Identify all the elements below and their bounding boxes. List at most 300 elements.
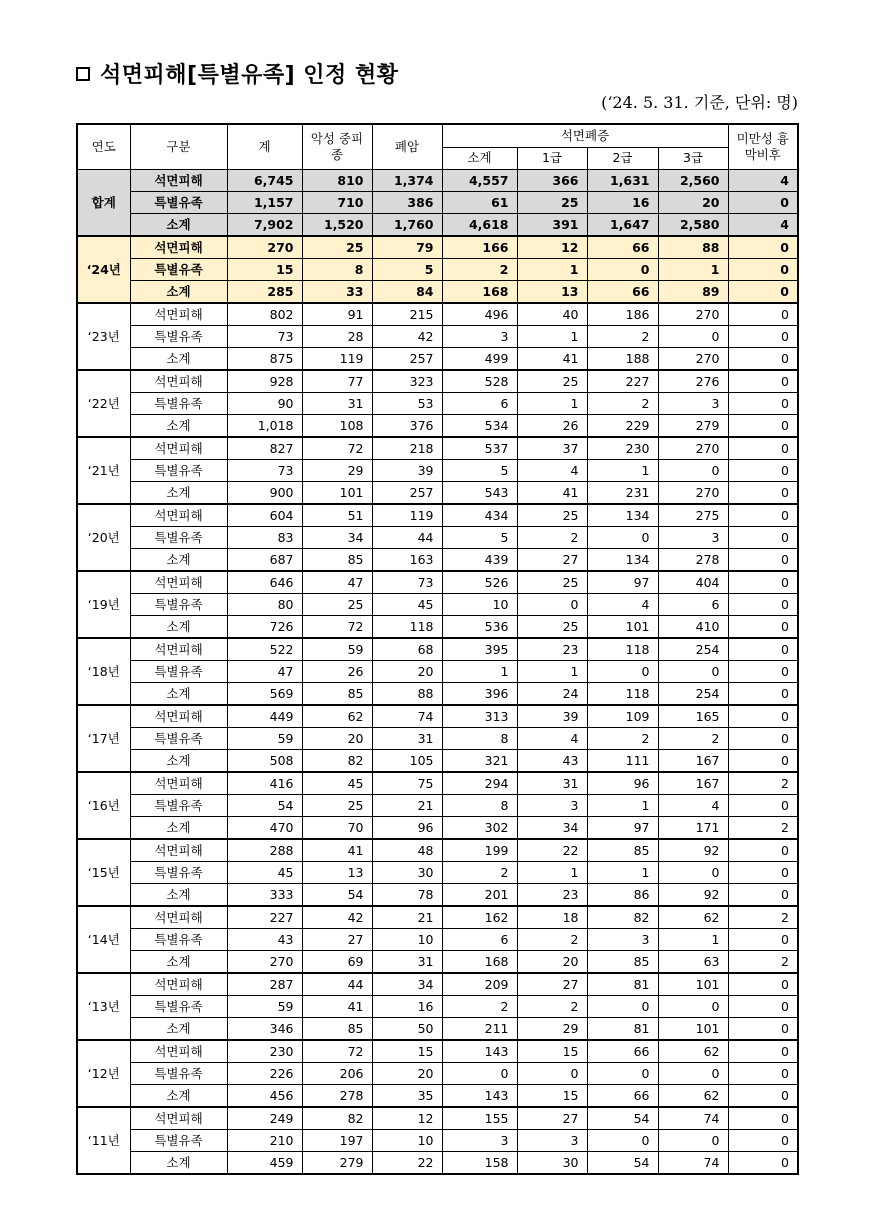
value-cell: 0 <box>728 1152 798 1175</box>
value-cell: 45 <box>372 594 442 616</box>
value-cell: 285 <box>227 281 302 304</box>
value-cell: 802 <box>227 303 302 326</box>
category-cell: 소계 <box>130 549 227 572</box>
category-cell: 소계 <box>130 1152 227 1175</box>
value-cell: 2 <box>517 527 587 549</box>
category-cell: 석면피해 <box>130 772 227 795</box>
value-cell: 0 <box>728 1018 798 1041</box>
value-cell: 47 <box>302 571 372 594</box>
category-cell: 소계 <box>130 750 227 773</box>
value-cell: 646 <box>227 571 302 594</box>
value-cell: 231 <box>587 482 658 505</box>
value-cell: 210 <box>227 1130 302 1152</box>
value-cell: 1,760 <box>372 214 442 237</box>
value-cell: 0 <box>728 527 798 549</box>
value-cell: 0 <box>728 326 798 348</box>
value-cell: 16 <box>372 996 442 1018</box>
value-cell: 1,647 <box>587 214 658 237</box>
value-cell: 74 <box>658 1107 728 1130</box>
value-cell: 109 <box>587 705 658 728</box>
value-cell: 83 <box>227 527 302 549</box>
value-cell: 0 <box>728 259 798 281</box>
value-cell: 0 <box>728 437 798 460</box>
value-cell: 158 <box>442 1152 517 1175</box>
value-cell: 15 <box>227 259 302 281</box>
table-row <box>77 683 798 706</box>
value-cell: 2 <box>587 393 658 415</box>
value-cell: 75 <box>372 772 442 795</box>
value-cell: 101 <box>302 482 372 505</box>
category-cell: 소계 <box>130 482 227 505</box>
value-cell: 88 <box>658 236 728 259</box>
table-row <box>77 259 798 281</box>
value-cell: 209 <box>442 973 517 996</box>
header-total: 계 <box>227 124 302 170</box>
year-group <box>77 504 798 571</box>
value-cell: 72 <box>302 616 372 639</box>
header-pleural-thickening: 미만성 흉막비후 <box>728 124 798 170</box>
header-grade-2: 2급 <box>587 147 658 170</box>
page-title <box>76 58 398 89</box>
value-cell: 31 <box>302 393 372 415</box>
year-group <box>77 170 798 237</box>
value-cell: 27 <box>517 549 587 572</box>
table-row <box>77 1040 798 1063</box>
value-cell: 404 <box>658 571 728 594</box>
value-cell: 54 <box>587 1107 658 1130</box>
value-cell: 2,560 <box>658 170 728 192</box>
value-cell: 15 <box>517 1085 587 1108</box>
value-cell: 3 <box>658 527 728 549</box>
category-cell: 소계 <box>130 1085 227 1108</box>
value-cell: 391 <box>517 214 587 237</box>
value-cell: 165 <box>658 705 728 728</box>
value-cell: 2 <box>442 862 517 884</box>
table-row <box>77 795 798 817</box>
value-cell: 346 <box>227 1018 302 1041</box>
year-cell: ‘14년 <box>77 906 130 973</box>
value-cell: 1,374 <box>372 170 442 192</box>
value-cell: 0 <box>658 1063 728 1085</box>
value-cell: 4 <box>517 460 587 482</box>
table-row <box>77 460 798 482</box>
value-cell: 2 <box>442 996 517 1018</box>
year-cell: ‘17년 <box>77 705 130 772</box>
value-cell: 15 <box>372 1040 442 1063</box>
value-cell: 167 <box>658 750 728 773</box>
value-cell: 48 <box>372 839 442 862</box>
value-cell: 323 <box>372 370 442 393</box>
value-cell: 8 <box>442 795 517 817</box>
value-cell: 396 <box>442 683 517 706</box>
value-cell: 0 <box>587 259 658 281</box>
value-cell: 0 <box>728 839 798 862</box>
value-cell: 134 <box>587 504 658 527</box>
value-cell: 226 <box>227 1063 302 1085</box>
value-cell: 321 <box>442 750 517 773</box>
value-cell: 227 <box>587 370 658 393</box>
value-cell: 101 <box>587 616 658 639</box>
checkbox-square-icon <box>76 67 90 81</box>
year-group <box>77 705 798 772</box>
category-cell: 특별유족 <box>130 862 227 884</box>
value-cell: 143 <box>442 1040 517 1063</box>
value-cell: 0 <box>728 504 798 527</box>
value-cell: 44 <box>372 527 442 549</box>
value-cell: 366 <box>517 170 587 192</box>
value-cell: 66 <box>587 281 658 304</box>
value-cell: 386 <box>372 192 442 214</box>
value-cell: 0 <box>658 661 728 683</box>
value-cell: 81 <box>587 973 658 996</box>
year-group <box>77 370 798 437</box>
value-cell: 171 <box>658 817 728 840</box>
value-cell: 186 <box>587 303 658 326</box>
value-cell: 3 <box>442 326 517 348</box>
value-cell: 73 <box>372 571 442 594</box>
value-cell: 1 <box>442 661 517 683</box>
value-cell: 72 <box>302 1040 372 1063</box>
category-cell: 석면피해 <box>130 638 227 661</box>
table-row <box>77 303 798 326</box>
year-group <box>77 973 798 1040</box>
table-row <box>77 705 798 728</box>
year-group <box>77 1040 798 1107</box>
value-cell: 69 <box>302 951 372 974</box>
value-cell: 74 <box>658 1152 728 1175</box>
value-cell: 0 <box>728 482 798 505</box>
value-cell: 168 <box>442 281 517 304</box>
value-cell: 439 <box>442 549 517 572</box>
value-cell: 42 <box>372 326 442 348</box>
value-cell: 257 <box>372 482 442 505</box>
value-cell: 25 <box>302 236 372 259</box>
value-cell: 45 <box>302 772 372 795</box>
value-cell: 47 <box>227 661 302 683</box>
value-cell: 27 <box>517 973 587 996</box>
year-group <box>77 906 798 973</box>
category-cell: 석면피해 <box>130 370 227 393</box>
value-cell: 188 <box>587 348 658 371</box>
value-cell: 20 <box>372 1063 442 1085</box>
table-row <box>77 973 798 996</box>
value-cell: 31 <box>372 951 442 974</box>
value-cell: 376 <box>372 415 442 438</box>
value-cell: 6 <box>658 594 728 616</box>
value-cell: 2 <box>517 929 587 951</box>
category-cell: 특별유족 <box>130 192 227 214</box>
value-cell: 25 <box>302 594 372 616</box>
page-title-text: 석면피해[특별유족] 인정 현황 <box>100 63 399 88</box>
value-cell: 526 <box>442 571 517 594</box>
table-row <box>77 1063 798 1085</box>
value-cell: 249 <box>227 1107 302 1130</box>
value-cell: 0 <box>587 996 658 1018</box>
table-row <box>77 571 798 594</box>
value-cell: 4 <box>658 795 728 817</box>
value-cell: 0 <box>728 683 798 706</box>
value-cell: 0 <box>658 862 728 884</box>
table-row <box>77 549 798 572</box>
table-row <box>77 393 798 415</box>
value-cell: 21 <box>372 795 442 817</box>
table-row <box>77 437 798 460</box>
value-cell: 43 <box>227 929 302 951</box>
header-grade-1: 1급 <box>517 147 587 170</box>
value-cell: 20 <box>302 728 372 750</box>
category-cell: 특별유족 <box>130 393 227 415</box>
value-cell: 536 <box>442 616 517 639</box>
value-cell: 101 <box>658 973 728 996</box>
value-cell: 726 <box>227 616 302 639</box>
value-cell: 63 <box>658 951 728 974</box>
value-cell: 496 <box>442 303 517 326</box>
value-cell: 44 <box>302 973 372 996</box>
value-cell: 528 <box>442 370 517 393</box>
value-cell: 3 <box>517 795 587 817</box>
value-cell: 710 <box>302 192 372 214</box>
value-cell: 270 <box>227 236 302 259</box>
value-cell: 31 <box>372 728 442 750</box>
value-cell: 39 <box>372 460 442 482</box>
value-cell: 53 <box>372 393 442 415</box>
value-cell: 227 <box>227 906 302 929</box>
category-cell: 석면피해 <box>130 1107 227 1130</box>
value-cell: 12 <box>372 1107 442 1130</box>
value-cell: 21 <box>372 906 442 929</box>
value-cell: 25 <box>517 504 587 527</box>
table-row <box>77 1130 798 1152</box>
table-row <box>77 214 798 237</box>
value-cell: 105 <box>372 750 442 773</box>
value-cell: 70 <box>302 817 372 840</box>
value-cell: 0 <box>728 348 798 371</box>
value-cell: 604 <box>227 504 302 527</box>
value-cell: 10 <box>372 929 442 951</box>
value-cell: 4 <box>728 170 798 192</box>
value-cell: 1 <box>517 259 587 281</box>
value-cell: 0 <box>728 1063 798 1085</box>
category-cell: 소계 <box>130 817 227 840</box>
value-cell: 875 <box>227 348 302 371</box>
category-cell: 특별유족 <box>130 1130 227 1152</box>
value-cell: 59 <box>302 638 372 661</box>
value-cell: 278 <box>302 1085 372 1108</box>
category-cell: 특별유족 <box>130 594 227 616</box>
value-cell: 118 <box>587 683 658 706</box>
value-cell: 1 <box>658 259 728 281</box>
year-cell: ‘16년 <box>77 772 130 839</box>
value-cell: 119 <box>302 348 372 371</box>
value-cell: 1 <box>587 460 658 482</box>
value-cell: 218 <box>372 437 442 460</box>
category-cell: 특별유족 <box>130 259 227 281</box>
value-cell: 163 <box>372 549 442 572</box>
value-cell: 28 <box>302 326 372 348</box>
value-cell: 27 <box>302 929 372 951</box>
value-cell: 0 <box>587 661 658 683</box>
value-cell: 85 <box>302 683 372 706</box>
year-cell: 합계 <box>77 170 130 237</box>
year-group <box>77 772 798 839</box>
table-row <box>77 1107 798 1130</box>
category-cell: 석면피해 <box>130 170 227 192</box>
value-cell: 50 <box>372 1018 442 1041</box>
value-cell: 3 <box>587 929 658 951</box>
value-cell: 5 <box>442 460 517 482</box>
value-cell: 96 <box>587 772 658 795</box>
value-cell: 3 <box>658 393 728 415</box>
value-cell: 270 <box>227 951 302 974</box>
value-cell: 2,580 <box>658 214 728 237</box>
value-cell: 0 <box>728 661 798 683</box>
value-cell: 168 <box>442 951 517 974</box>
year-group <box>77 839 798 906</box>
value-cell: 88 <box>372 683 442 706</box>
header-year: 연도 <box>77 124 130 170</box>
value-cell: 302 <box>442 817 517 840</box>
value-cell: 1,520 <box>302 214 372 237</box>
value-cell: 201 <box>442 884 517 907</box>
value-cell: 62 <box>658 1040 728 1063</box>
value-cell: 42 <box>302 906 372 929</box>
value-cell: 27 <box>517 1107 587 1130</box>
value-cell: 0 <box>728 638 798 661</box>
table-row <box>77 616 798 639</box>
value-cell: 96 <box>372 817 442 840</box>
value-cell: 134 <box>587 549 658 572</box>
value-cell: 4 <box>587 594 658 616</box>
category-cell: 석면피해 <box>130 839 227 862</box>
value-cell: 459 <box>227 1152 302 1175</box>
category-cell: 특별유족 <box>130 460 227 482</box>
value-cell: 4,618 <box>442 214 517 237</box>
value-cell: 270 <box>658 303 728 326</box>
value-cell: 0 <box>728 929 798 951</box>
year-cell: ‘23년 <box>77 303 130 370</box>
table-row <box>77 884 798 907</box>
year-cell: ‘12년 <box>77 1040 130 1107</box>
value-cell: 0 <box>587 1063 658 1085</box>
value-cell: 10 <box>442 594 517 616</box>
value-cell: 73 <box>227 326 302 348</box>
table-row <box>77 817 798 840</box>
value-cell: 30 <box>517 1152 587 1175</box>
value-cell: 508 <box>227 750 302 773</box>
category-cell: 특별유족 <box>130 1063 227 1085</box>
category-cell: 석면피해 <box>130 1040 227 1063</box>
value-cell: 118 <box>587 638 658 661</box>
year-group <box>77 437 798 504</box>
value-cell: 143 <box>442 1085 517 1108</box>
table-row <box>77 170 798 192</box>
value-cell: 499 <box>442 348 517 371</box>
value-cell: 6 <box>442 929 517 951</box>
value-cell: 257 <box>372 348 442 371</box>
value-cell: 34 <box>302 527 372 549</box>
value-cell: 2 <box>728 772 798 795</box>
year-group <box>77 1107 798 1174</box>
value-cell: 39 <box>517 705 587 728</box>
value-cell: 0 <box>728 303 798 326</box>
value-cell: 118 <box>372 616 442 639</box>
value-cell: 167 <box>658 772 728 795</box>
value-cell: 0 <box>728 705 798 728</box>
value-cell: 86 <box>587 884 658 907</box>
value-cell: 54 <box>227 795 302 817</box>
category-cell: 특별유족 <box>130 326 227 348</box>
value-cell: 0 <box>517 594 587 616</box>
value-cell: 41 <box>517 482 587 505</box>
value-cell: 522 <box>227 638 302 661</box>
value-cell: 569 <box>227 683 302 706</box>
value-cell: 20 <box>372 661 442 683</box>
value-cell: 91 <box>302 303 372 326</box>
value-cell: 97 <box>587 817 658 840</box>
table-row <box>77 326 798 348</box>
value-cell: 23 <box>517 884 587 907</box>
category-cell: 특별유족 <box>130 996 227 1018</box>
value-cell: 0 <box>728 1085 798 1108</box>
table-row <box>77 638 798 661</box>
value-cell: 108 <box>302 415 372 438</box>
value-cell: 162 <box>442 906 517 929</box>
value-cell: 61 <box>442 192 517 214</box>
category-cell: 석면피해 <box>130 303 227 326</box>
table-header <box>77 124 798 170</box>
value-cell: 333 <box>227 884 302 907</box>
year-cell: ‘18년 <box>77 638 130 705</box>
value-cell: 254 <box>658 683 728 706</box>
year-group <box>77 236 798 303</box>
value-cell: 31 <box>517 772 587 795</box>
value-cell: 1 <box>517 862 587 884</box>
value-cell: 5 <box>442 527 517 549</box>
value-cell: 0 <box>658 996 728 1018</box>
value-cell: 3 <box>442 1130 517 1152</box>
value-cell: 111 <box>587 750 658 773</box>
value-cell: 288 <box>227 839 302 862</box>
value-cell: 0 <box>658 1130 728 1152</box>
category-cell: 소계 <box>130 281 227 304</box>
value-cell: 29 <box>517 1018 587 1041</box>
category-cell: 소계 <box>130 951 227 974</box>
value-cell: 34 <box>372 973 442 996</box>
value-cell: 16 <box>587 192 658 214</box>
value-cell: 543 <box>442 482 517 505</box>
value-cell: 0 <box>728 281 798 304</box>
value-cell: 23 <box>517 638 587 661</box>
value-cell: 80 <box>227 594 302 616</box>
year-cell: ‘15년 <box>77 839 130 906</box>
category-cell: 소계 <box>130 616 227 639</box>
table-row <box>77 527 798 549</box>
value-cell: 81 <box>587 1018 658 1041</box>
category-cell: 석면피해 <box>130 504 227 527</box>
table-row <box>77 370 798 393</box>
value-cell: 84 <box>372 281 442 304</box>
value-cell: 230 <box>587 437 658 460</box>
table-row <box>77 862 798 884</box>
value-cell: 215 <box>372 303 442 326</box>
value-cell: 72 <box>302 437 372 460</box>
value-cell: 1 <box>517 393 587 415</box>
value-cell: 0 <box>728 1107 798 1130</box>
value-cell: 0 <box>728 594 798 616</box>
value-cell: 41 <box>302 839 372 862</box>
year-cell: ‘21년 <box>77 437 130 504</box>
value-cell: 900 <box>227 482 302 505</box>
